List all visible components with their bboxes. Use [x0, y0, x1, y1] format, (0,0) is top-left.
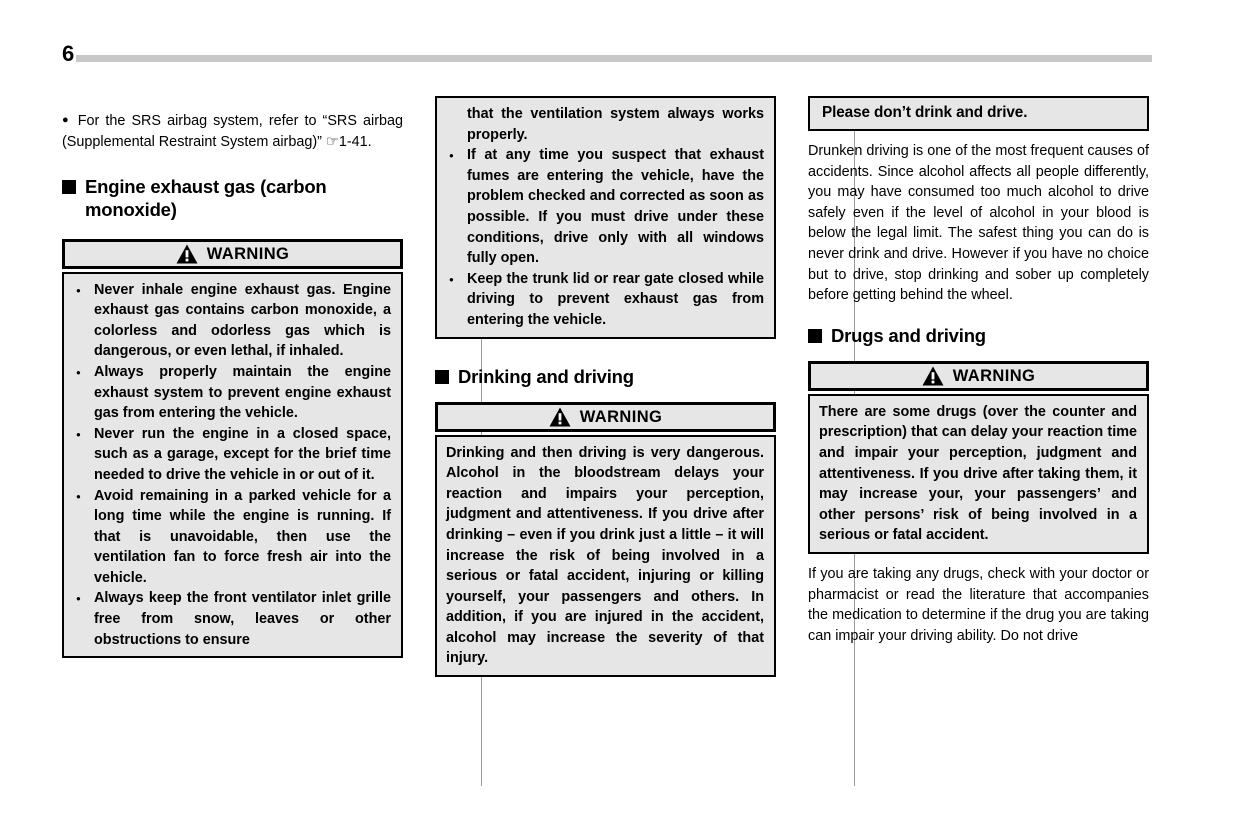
- column-1: [62, 96, 403, 786]
- warning-list-exhaust-continued: [446, 104, 764, 331]
- header-rule: [76, 55, 1152, 62]
- warning-item-continuation: that the ventilation system always works properly.: [467, 106, 764, 143]
- heading-drinking-and-driving-text: Drinking and driving: [458, 365, 634, 387]
- page-header: [62, 36, 1152, 66]
- content-columns: [62, 96, 1152, 786]
- heading-engine-exhaust-gas: [62, 175, 403, 221]
- page-number: 6: [62, 41, 74, 66]
- square-bullet-icon: [808, 329, 822, 343]
- warning-triangle-icon: [549, 407, 571, 427]
- column-2: [435, 96, 776, 786]
- warning-item: ● Never run the engine in a closed space, such as a garage, except for the brief time needed to drive the vehicle in or out of it.: [73, 424, 391, 486]
- warning-item: ● Always properly maintain the engine exhaust system to prevent engine exhaust gas from entering the vehicle.: [73, 362, 391, 424]
- srs-airbag-reference: [62, 110, 403, 152]
- note-box-text: Please don’t drink and drive.: [822, 104, 1028, 121]
- warning-item: ● Avoid remaining in a parked vehicle for a long time while the engine is running. If that is unavoidable, then use the ventilation fan to force fresh air into the vehicle.: [73, 486, 391, 589]
- warning-item: ● Keep the trunk lid or rear gate closed while driving to prevent exhaust gas from entering the vehicle.: [446, 269, 764, 331]
- column-3: [808, 96, 1149, 786]
- warning-item: ● Always keep the front ventilator inlet grille free from snow, leaves or other obstructions to ensure: [73, 588, 391, 650]
- heading-engine-exhaust-gas-text: Engine exhaust gas (carbon monoxide): [85, 175, 327, 220]
- warning-body-exhaust: [62, 272, 403, 659]
- warning-triangle-icon: [176, 244, 198, 264]
- warning-label-drinking: WARNING: [579, 407, 663, 426]
- warning-body-drinking: [435, 435, 776, 678]
- warning-label-exhaust: WARNING: [206, 244, 290, 263]
- warning-body-drugs: [808, 394, 1149, 554]
- heading-drinking-and-driving: [435, 365, 776, 388]
- warning-label-drugs: WARNING: [952, 366, 1036, 385]
- heading-drugs-and-driving-text: Drugs and driving: [831, 324, 986, 346]
- warning-header-exhaust: [62, 239, 403, 269]
- warning-body-exhaust-continued: [435, 96, 776, 339]
- warning-list-exhaust: [73, 280, 391, 651]
- warning-item: ● Never inhale engine exhaust gas. Engine exhaust gas contains carbon monoxide, a colorless and odorless gas which is dangerous, or even lethal, if inhaled.: [73, 280, 391, 362]
- srs-airbag-reference-text: For the SRS airbag system, refer to “SRS airbag (Supplemental Restraint System airbag)” ☞1-41.: [62, 113, 403, 150]
- warning-body-drinking-text: Drinking and then driving is very dangerous. Alcohol in the bloodstream delays your reaction and impairs your perception, judgment and attentiveness. If you drive after drinking – even if you drink just a little – it will increase the risk of being involved in a serious or fatal accident, injuring or killing yourself, your passengers and others. In addition, if you are injured in the accident, alcohol may increase the severity of that injury.: [446, 444, 764, 667]
- square-bullet-icon: [435, 370, 449, 384]
- bullet-dot-icon: ●: [62, 114, 71, 127]
- heading-drugs-and-driving: [808, 324, 1149, 347]
- warning-triangle-icon: [922, 366, 944, 386]
- drugs-advice-paragraph: If you are taking any drugs, check with your doctor or pharmacist or read the literature that accompanies the medication to determine if the drug you are taking can impair your driving ability. Do not drive: [808, 565, 1149, 644]
- note-box-dont-drink-and-drive: [808, 96, 1149, 131]
- warning-item: ● If at any time you suspect that exhaust fumes are entering the vehicle, have the problem checked and corrected as soon as possible. If you must drive under these conditions, drive only with all windows fully open.: [446, 145, 764, 269]
- warning-body-drugs-text: There are some drugs (over the counter and prescription) that can delay your reaction time and impair your perception, judgment and attentiveness. If you drive after taking them, it may increase your, your passengers’ and other persons’ risk of being involved in a serious or fatal accident.: [819, 403, 1137, 544]
- warning-header-drugs: [808, 361, 1149, 391]
- warning-header-drinking: [435, 402, 776, 432]
- square-bullet-icon: [62, 180, 76, 194]
- drunken-driving-paragraph: Drunken driving is one of the most frequent causes of accidents. Since alcohol affects all people differently, you may have consumed too much alcohol to drive safely even if the level of alcohol in your blood is below the legal limit. The safest thing you can do is never drink and drive. However if you have no choice but to drive, stop drinking and sober up completely before getting behind the wheel.: [808, 143, 1149, 304]
